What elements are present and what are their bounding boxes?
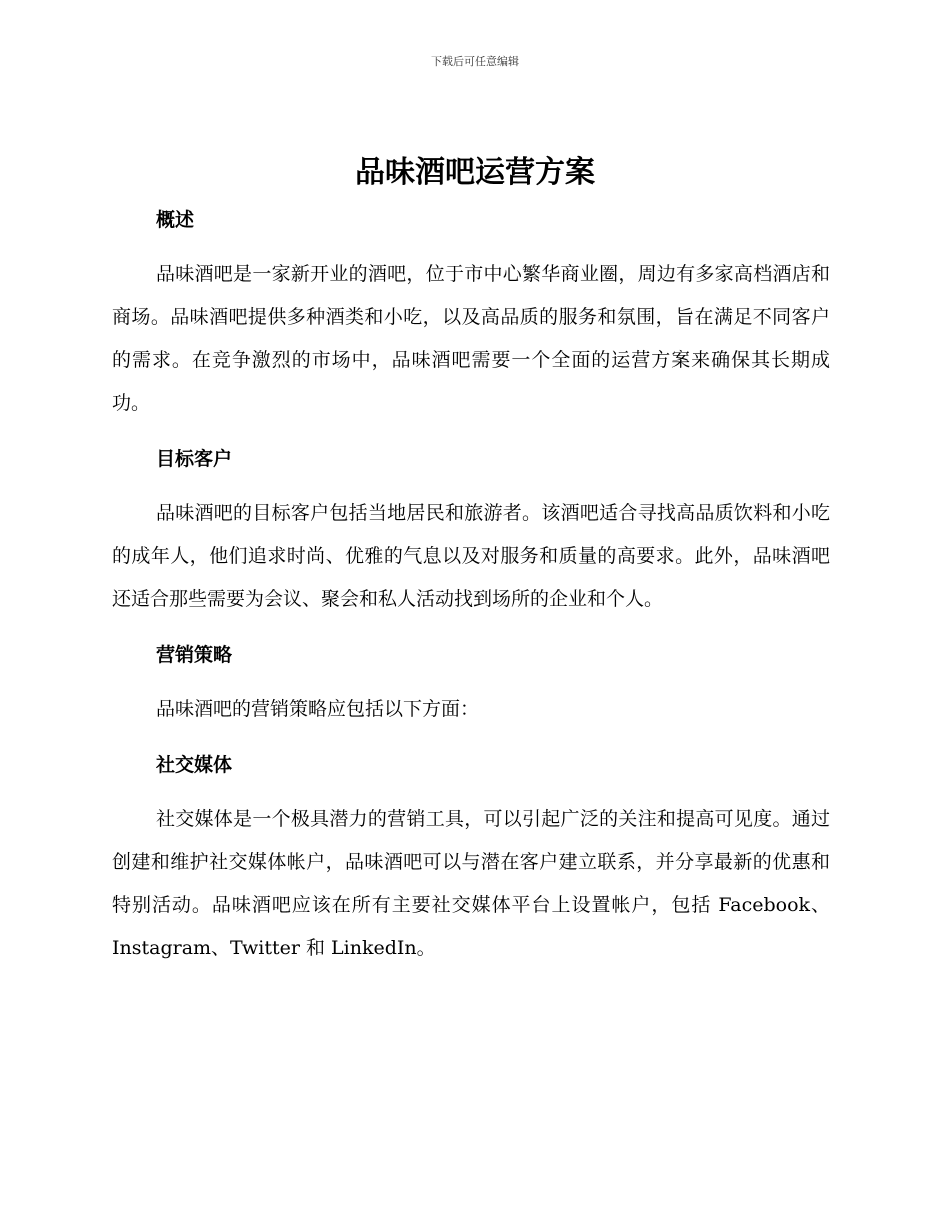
section-paragraph: 品味酒吧的目标客户包括当地居民和旅游者。该酒吧适合寻找高品质饮料和小吃的成年人，他们追求时尚、优雅的气息以及对服务和质量的高要求。此外，品味酒吧还适合那些需要为会议、聚会和私人活动找到场所的企业和个人。 — [112, 502, 830, 610]
section-paragraph: 品味酒吧是一家新开业的酒吧，位于市中心繁华商业圈，周边有多家高档酒店和商场。品味酒吧提供多种酒类和小吃，以及高品质的服务和氛围，旨在满足不同客户的需求。在竞争激烈的市场中，品味酒吧需要一个全面的运营方案来确保其长期成功。 — [112, 263, 830, 414]
section-paragraph: 品味酒吧的营销策略应包括以下方面： — [156, 698, 480, 720]
section-marketing-strategy — [112, 633, 830, 743]
document-body — [112, 198, 830, 970]
section-heading: 目标客户 — [156, 448, 233, 470]
section-paragraph: 社交媒体是一个极具潜力的营销工具，可以引起广泛的关注和提高可见度。通过创建和维护社交媒体帐户，品味酒吧可以与潜在客户建立联系，并分享最新的优惠和特别活动。品味酒吧应该在所有主要社交媒体平台上设置帐户，包括 Facebook、Instagram、Twitter 和 LinkedIn。 — [112, 808, 830, 959]
section-heading: 营销策略 — [156, 644, 233, 666]
section-social-media — [112, 743, 830, 970]
document-title: 品味酒吧运营方案 — [355, 155, 595, 190]
page-header-note: 下载后可任意编辑 — [431, 55, 519, 68]
section-overview — [112, 198, 830, 437]
section-heading: 概述 — [156, 209, 195, 231]
section-target-customers — [112, 437, 830, 633]
section-heading: 社交媒体 — [156, 754, 233, 776]
